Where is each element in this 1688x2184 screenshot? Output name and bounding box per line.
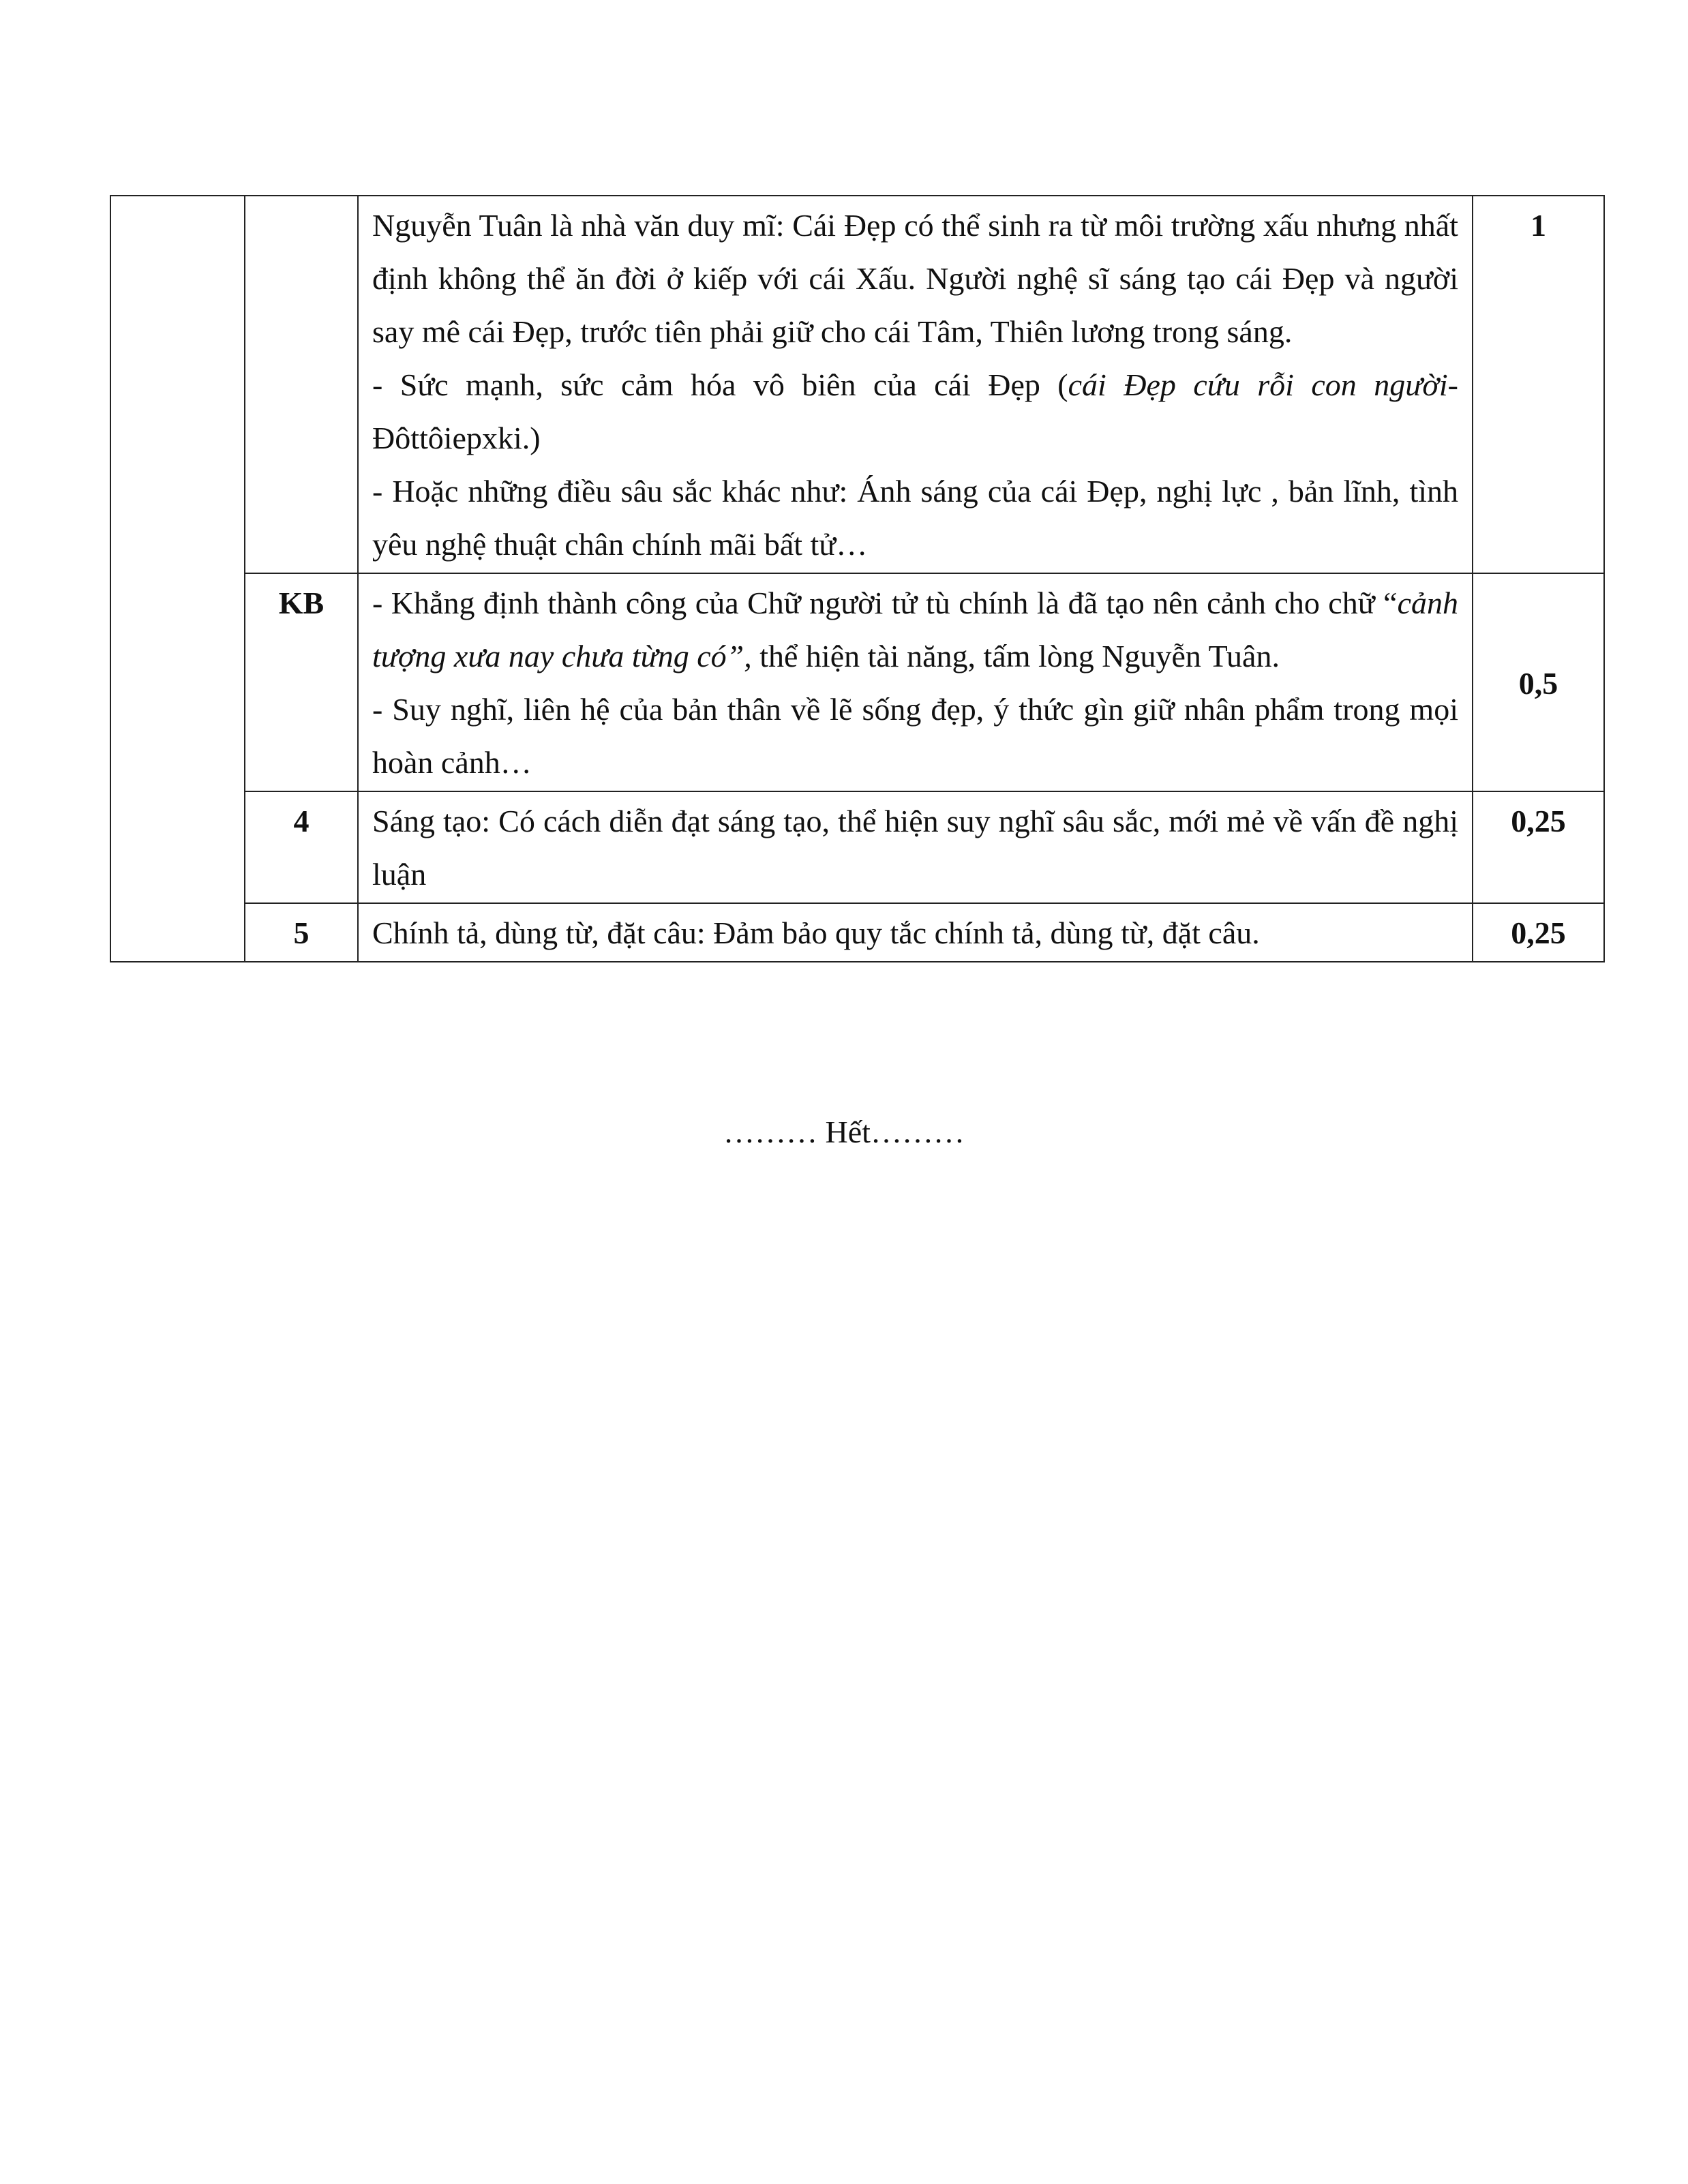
text-segment: Nguyễn Tuân là nhà văn duy mĩ: Cái Đẹp có thể sinh ra từ môi trường xấu nhưng nhất định không thể ăn đời ở kiếp với cái Xấu. Người nghệ sĩ sáng tạo cái Đẹp và người say mê cái Đẹp, trước tiên phải giữ cho cái Tâm, Thiên lương trong sáng. bbox=[372, 208, 1458, 349]
content-paragraph bbox=[372, 907, 1458, 960]
content-cell bbox=[358, 791, 1473, 903]
content-cell bbox=[358, 573, 1473, 791]
text-segment: thể hiện tài năng, tấm lòng Nguyễn Tuân. bbox=[751, 639, 1280, 673]
grading-table-body bbox=[110, 196, 1604, 962]
content-paragraph bbox=[372, 577, 1458, 683]
content-paragraph bbox=[372, 359, 1458, 465]
grading-table bbox=[110, 195, 1605, 962]
criterion-cell: 5 bbox=[245, 903, 358, 962]
criterion-cell: 4 bbox=[245, 791, 358, 903]
table-row bbox=[110, 903, 1604, 962]
criterion-cell bbox=[245, 196, 358, 573]
content-paragraph bbox=[372, 199, 1458, 359]
score-cell: 0,25 bbox=[1473, 791, 1604, 903]
criterion-cell: KB bbox=[245, 573, 358, 791]
content-paragraph bbox=[372, 795, 1458, 901]
part-cell bbox=[110, 196, 245, 962]
score-cell: 1 bbox=[1473, 196, 1604, 573]
content-cell bbox=[358, 903, 1473, 962]
italic-quote: cái Đẹp cứu rỗi con người bbox=[1068, 367, 1448, 402]
text-segment: Chính tả, dùng từ, đặt câu: Đảm bảo quy tắc chính tả, dùng từ, đặt câu. bbox=[372, 915, 1260, 950]
text-segment: - Suy nghĩ, liên hệ của bản thân về lẽ sống đẹp, ý thức gìn giữ nhân phẩm trong mọi hoàn cảnh… bbox=[372, 692, 1458, 780]
content-paragraph bbox=[372, 683, 1458, 789]
table-row bbox=[110, 791, 1604, 903]
text-segment: Sáng tạo: Có cách diễn đạt sáng tạo, thể hiện suy nghĩ sâu sắc, mới mẻ về vấn đề nghị luận bbox=[372, 804, 1458, 892]
italic-quote: cảnh tượng xưa nay chưa từng có”, bbox=[372, 586, 1458, 673]
content-paragraph bbox=[372, 465, 1458, 571]
text-segment: - Hoặc những điều sâu sắc khác như: Ánh sáng của cái Đẹp, nghị lực , bản lĩnh, tình yêu nghệ thuật chân chính mãi bất tử… bbox=[372, 474, 1458, 562]
content-cell bbox=[358, 196, 1473, 573]
table-row bbox=[110, 196, 1604, 573]
table-row bbox=[110, 573, 1604, 791]
score-cell: 0,25 bbox=[1473, 903, 1604, 962]
text-segment: - Sức mạnh, sức cảm hóa vô biên của cái Đẹp ( bbox=[372, 367, 1068, 402]
end-marker: ……… Hết……… bbox=[723, 1114, 965, 1149]
text-segment: - Đôttôiepxki.) bbox=[372, 367, 1458, 455]
score-cell: 0,5 bbox=[1473, 573, 1604, 791]
text-segment: - Khẳng định thành công của Chữ người tử tù chính là đã tạo nên cảnh cho chữ “ bbox=[372, 586, 1398, 620]
